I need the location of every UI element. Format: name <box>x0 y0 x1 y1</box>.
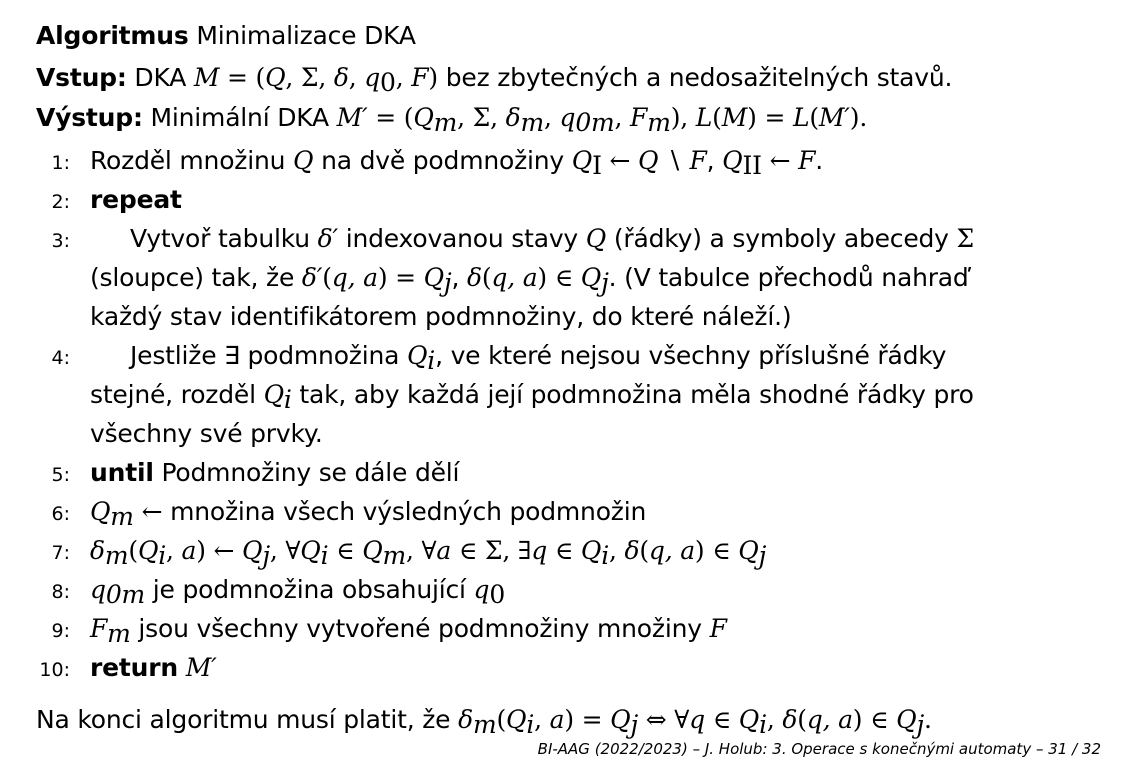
step-number: 6: <box>51 503 70 525</box>
step-text: množina všech výsledných podmnožin <box>170 497 647 526</box>
step-number: 1: <box>51 152 70 174</box>
output-label: Výstup: <box>36 103 143 132</box>
step-4-line-3: všechny své prvky. <box>90 419 323 448</box>
step-number: 9: <box>51 620 70 642</box>
step-text: Vytvoř tabulku <box>130 224 310 253</box>
step-text: stejné, rozděl <box>90 380 256 409</box>
slide-footer: BI-AAG (2022/2023) – J. Holub: 3. Operace s konečnými automaty – 31 / 32 <box>537 740 1101 758</box>
conclusion-text: Na konci algoritmu musí platit, že <box>36 705 451 734</box>
step-number: 5: <box>51 464 70 486</box>
step-text: je podmnožina obsahující <box>152 575 466 604</box>
input-label: Vstup: <box>36 63 127 92</box>
input-math: M <box>193 63 220 92</box>
step-3-line-3: každý stav identifikátorem podmnožiny, do které náleží.) <box>90 302 792 331</box>
step-text: . (V tabulce přechodů nahraď <box>608 263 969 292</box>
step-text: Jestliže ∃ podmnožina <box>130 341 400 370</box>
step-5 <box>90 453 459 492</box>
step-1: Rozděl množinu Q na dvě podmnožiny $Q_I$ ← Q ∖ F, $Q_{II}$ ← F. <box>90 146 823 180</box>
step-number: 10: <box>39 659 70 681</box>
keyword-until: until <box>90 458 154 487</box>
step-number: 4: <box>51 347 70 369</box>
keyword-return: return <box>90 653 178 682</box>
title-bold: Algoritmus <box>36 21 189 50</box>
step-9: $F_m$ jsou všechny vytvořené podmnožiny množiny F <box>90 614 727 648</box>
step-text: Podmnožiny se dále dělí <box>161 458 460 487</box>
output-text: Minimální DKA <box>150 103 329 132</box>
step-text: , ve které nejsou všechny příslušné řádky <box>435 341 947 370</box>
step-10: return M′ <box>90 653 217 682</box>
step-text: (řádky) a symboly abecedy <box>613 224 949 253</box>
input-text-2: bez zbytečných a nedosažitelných stavů. <box>445 63 953 92</box>
input-text: DKA <box>134 63 187 92</box>
step-number: 7: <box>51 542 70 564</box>
step-3-line-2: (sloupce) tak, že δ′(q, $a) = Q_j$, δ(q, a) ∈ $Q_j$. (V tabulce přechodů nahraď <box>90 263 969 297</box>
step-2-repeat: repeat <box>90 185 182 214</box>
step-text: jsou všechny vytvořené podmnožiny množiny <box>138 614 702 643</box>
output-math: M′ <box>336 103 368 132</box>
step-text: Rozděl množinu <box>90 146 286 175</box>
step-text: indexovanou stavy <box>345 224 579 253</box>
step-text: (sloupce) tak, že <box>90 263 295 292</box>
step-4-line-1: Jestliže ∃ podmnožina $Q_i$, ve které nejsou všechny příslušné řádky <box>130 341 947 375</box>
conclusion: Na konci algoritmu musí platit, že $\delta_m(Q_i$, $a) = Q_j$ ⇔ ∀q ∈ $Q_i$, δ(q, a) ∈ $Q_j$. <box>36 705 932 739</box>
algorithm-title <box>36 20 416 52</box>
step-8: $q_{0m}$ je podmnožina obsahující $q_0$ <box>90 575 506 609</box>
step-4-line-2: stejné, rozděl $Q_i$ tak, aby každá její podmnožina měla shodné řádky pro <box>90 380 974 414</box>
step-3-line-1: Vytvoř tabulku δ′ indexovanou stavy Q (řádky) a symboly abecedy Σ <box>130 224 975 253</box>
step-number: 8: <box>51 581 70 603</box>
step-text: tak, aby každá její podmnožina měla shodné řádky pro <box>299 380 974 409</box>
step-number: 3: <box>51 230 70 252</box>
output-line: Výstup: Minimální DKA $M' = (Q_m$, Σ, $\delta_m$, $q_{0m}$, $F_m$), L(M) = L(M′). <box>36 103 868 137</box>
step-number: 2: <box>51 191 70 213</box>
title-text: Minimalizace DKA <box>196 21 416 50</box>
step-text: na dvě podmnožiny <box>321 146 565 175</box>
input-line: Vstup: DKA M = (Q, Σ, δ, $q_0$, F) bez zbytečných a nedosažitelných stavů. <box>36 63 953 97</box>
step-6: $Q_m$ ← množina všech výsledných podmnožin <box>90 497 647 531</box>
step-7: $\delta_m(Q_i$, a) ← $Q_j$, $\forall Q_i$ ∈ $Q_m$, ∀a ∈ Σ, ∃q ∈ $Q_i$, δ(q, a) ∈ $Q_j$ <box>90 536 767 570</box>
